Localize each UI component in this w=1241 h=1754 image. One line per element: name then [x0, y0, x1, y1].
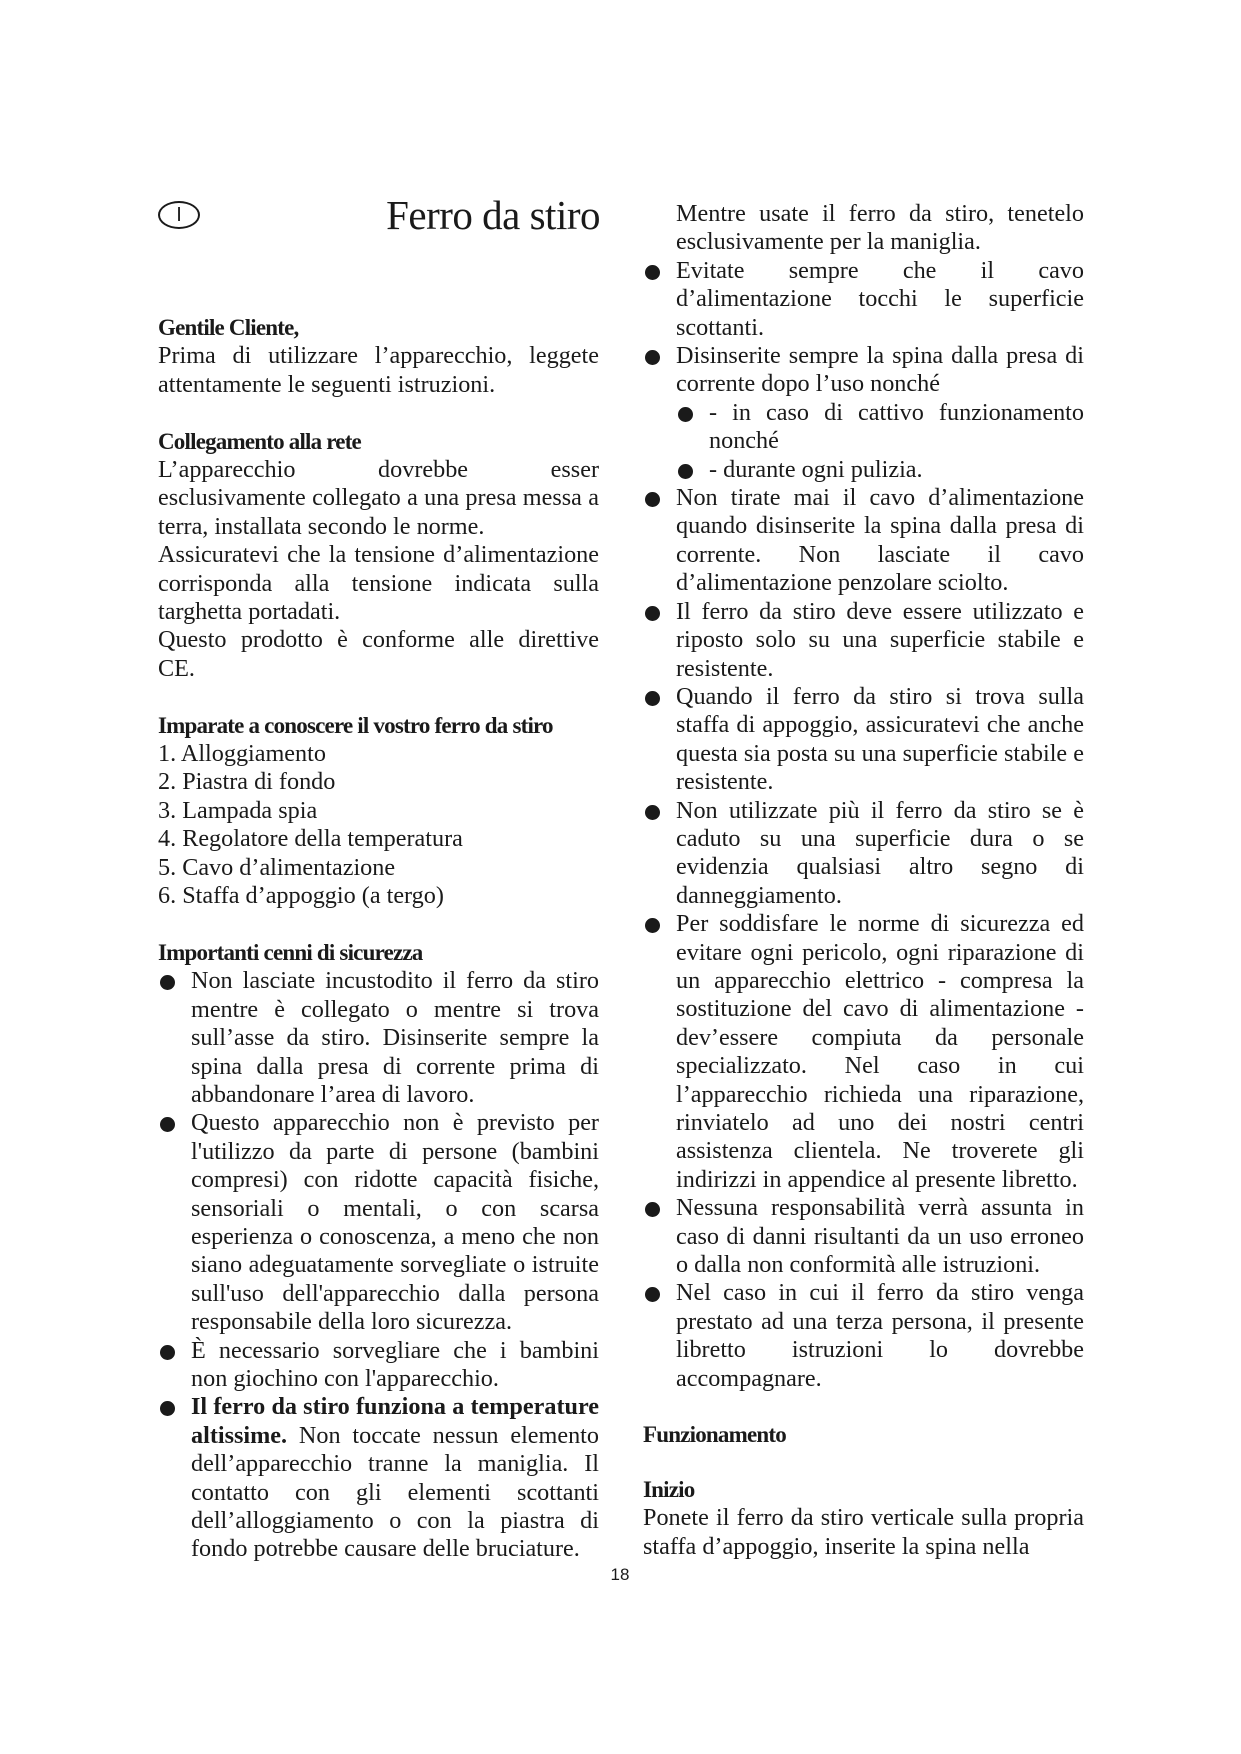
- language-badge: [158, 201, 200, 229]
- safety-hot-text: Non toccate nessun elemento dell’apparecchio tranne la maniglia. Il contatto con gli elementi scottanti dell’alloggiamento o con la piastra di fondo potrebbe causare delle bruciature.: [191, 1421, 599, 1563]
- intro-paragraph: Prima di utilizzare l’apparecchio, leggete attentamente le seguenti istruzioni.: [158, 342, 599, 398]
- safety-item-pull-cable: Non tirate mai il cavo d’alimentazione quando disinserite la spina dalla presa di corrente. Non lasciate il cavo d’alimentazione penzolare sciolto.: [643, 484, 1084, 598]
- safety-item-continued: Mentre usate il ferro da stiro, tenetelo esclusivamente per la maniglia.: [676, 200, 1084, 256]
- safety-list-continued: [643, 200, 1084, 1393]
- parts-list-item: 5. Cavo d’alimentazione: [158, 853, 396, 881]
- language-code: I: [176, 204, 182, 226]
- safety-item-cable-hot: Evitate sempre che il cavo d’alimentazione tocchi le superficie scottanti.: [643, 257, 1084, 342]
- safety-item-liability: Nessuna responsabilità verrà assunta in caso di danni risultanti da un uso erroneo o dalla non conformità alle istruzioni.: [643, 1194, 1084, 1279]
- parts-heading: Imparate a conoscere il vostro ferro da stiro: [158, 712, 553, 738]
- operation-heading: Funzionamento: [643, 1422, 786, 1448]
- parts-list-item: 2. Piastra di fondo: [158, 768, 336, 796]
- parts-list: [158, 740, 599, 910]
- safety-item-dropped: Non utilizzate più il ferro da stiro se è caduto su una superficie dura o se evidenzia qualsiasi altro segno di danneggiamento.: [643, 797, 1084, 911]
- parts-list-item: 3. Lampada spia: [158, 796, 318, 824]
- safety-item-children: È necessario sorvegliare che i bambini non giochino con l'apparecchio.: [158, 1337, 599, 1394]
- greeting: Gentile Cliente,: [158, 315, 299, 340]
- safety-item-persons: Questo apparecchio non è previsto per l'utilizzo da parte di persone (bambini compresi) con ridotte capacità fisiche, sensoriali o mentali, o con scarsa esperienza o conoscenza, a meno che non siano adeguatamente sorvegliate o istruite sull'uso dell'apparecchio dalla persona responsabile della loro sicurezza.: [158, 1109, 599, 1336]
- connection-paragraph-1: L’apparecchio dovrebbe esser esclusivamente collegato a una presa messa a terra, installata secondo le norme.: [158, 456, 599, 540]
- right-column: [643, 200, 1084, 1561]
- start-subheading: Inizio: [643, 1476, 695, 1502]
- unplug-sub-item: - durante ogni pulizia.: [676, 456, 1084, 484]
- parts-list-item: 6. Staffa d’appoggio (a tergo): [158, 882, 444, 910]
- safety-item-stand: Quando il ferro da stiro si trova sulla staffa di appoggio, assicuratevi che anche questa sia posta su una superficie stabile e resistente.: [643, 683, 1084, 797]
- unplug-text: Disinserite sempre la spina dalla presa di corrente dopo l’uso nonché: [676, 342, 1084, 398]
- safety-list: [158, 967, 599, 1564]
- page-title: Ferro da stiro: [386, 192, 600, 238]
- safety-item-hot: [158, 1393, 599, 1563]
- unplug-sub-item: - in caso di cattivo funzionamento nonché: [676, 399, 1084, 456]
- parts-list-item: 4. Regolatore della temperatura: [158, 825, 463, 853]
- safety-item-repair: Per soddisfare le norme di sicurezza ed evitare ogni pericolo, ogni riparazione di un apparecchio elettrico - compresa la sostituzione del cavo di alimentazione - dev’essere compiuta da personale specializzato. Nel caso in cui l’apparecchio richieda una riparazione, rinviatelo ad uno dei nostri centri assistenza clientela. Ne troverete gli indirizzi in appendice al presente libretto.: [643, 910, 1084, 1194]
- safety-item-unattended: Non lasciate incustodito il ferro da stiro mentre è collegato o mentre si trova sull’asse da stiro. Disinserite sempre la spina dalla presa di corrente prima di abbandonare l’area di lavoro.: [158, 967, 599, 1109]
- start-paragraph: Ponete il ferro da stiro verticale sulla propria staffa d’appoggio, inserite la spina nella: [643, 1504, 1084, 1560]
- safety-item-stable-surface: Il ferro da stiro deve essere utilizzato e riposto solo su una superficie stabile e resistente.: [643, 598, 1084, 683]
- safety-item-unplug: [643, 342, 1084, 484]
- left-column: [158, 314, 599, 1564]
- page-number: 18: [610, 1565, 630, 1584]
- safety-hot-warning: Il ferro da stiro funziona a temperature altissime.: [191, 1393, 599, 1449]
- connection-paragraph-3: Questo prodotto è conforme alle direttive CE.: [158, 626, 599, 682]
- parts-list-item: 1. Alloggiamento: [158, 740, 326, 768]
- connection-heading: Collegamento alla rete: [158, 428, 361, 454]
- unplug-sublist: [676, 399, 1084, 484]
- safety-item-third-party: Nel caso in cui il ferro da stiro venga prestato ad una terza persona, il presente libretto istruzioni lo dovrebbe accompagnare.: [643, 1279, 1084, 1393]
- safety-heading: Importanti cenni di sicurezza: [158, 939, 423, 965]
- connection-paragraph-2: Assicuratevi che la tensione d’alimentazione corrisponda alla tensione indicata sulla targhetta portadati.: [158, 541, 599, 626]
